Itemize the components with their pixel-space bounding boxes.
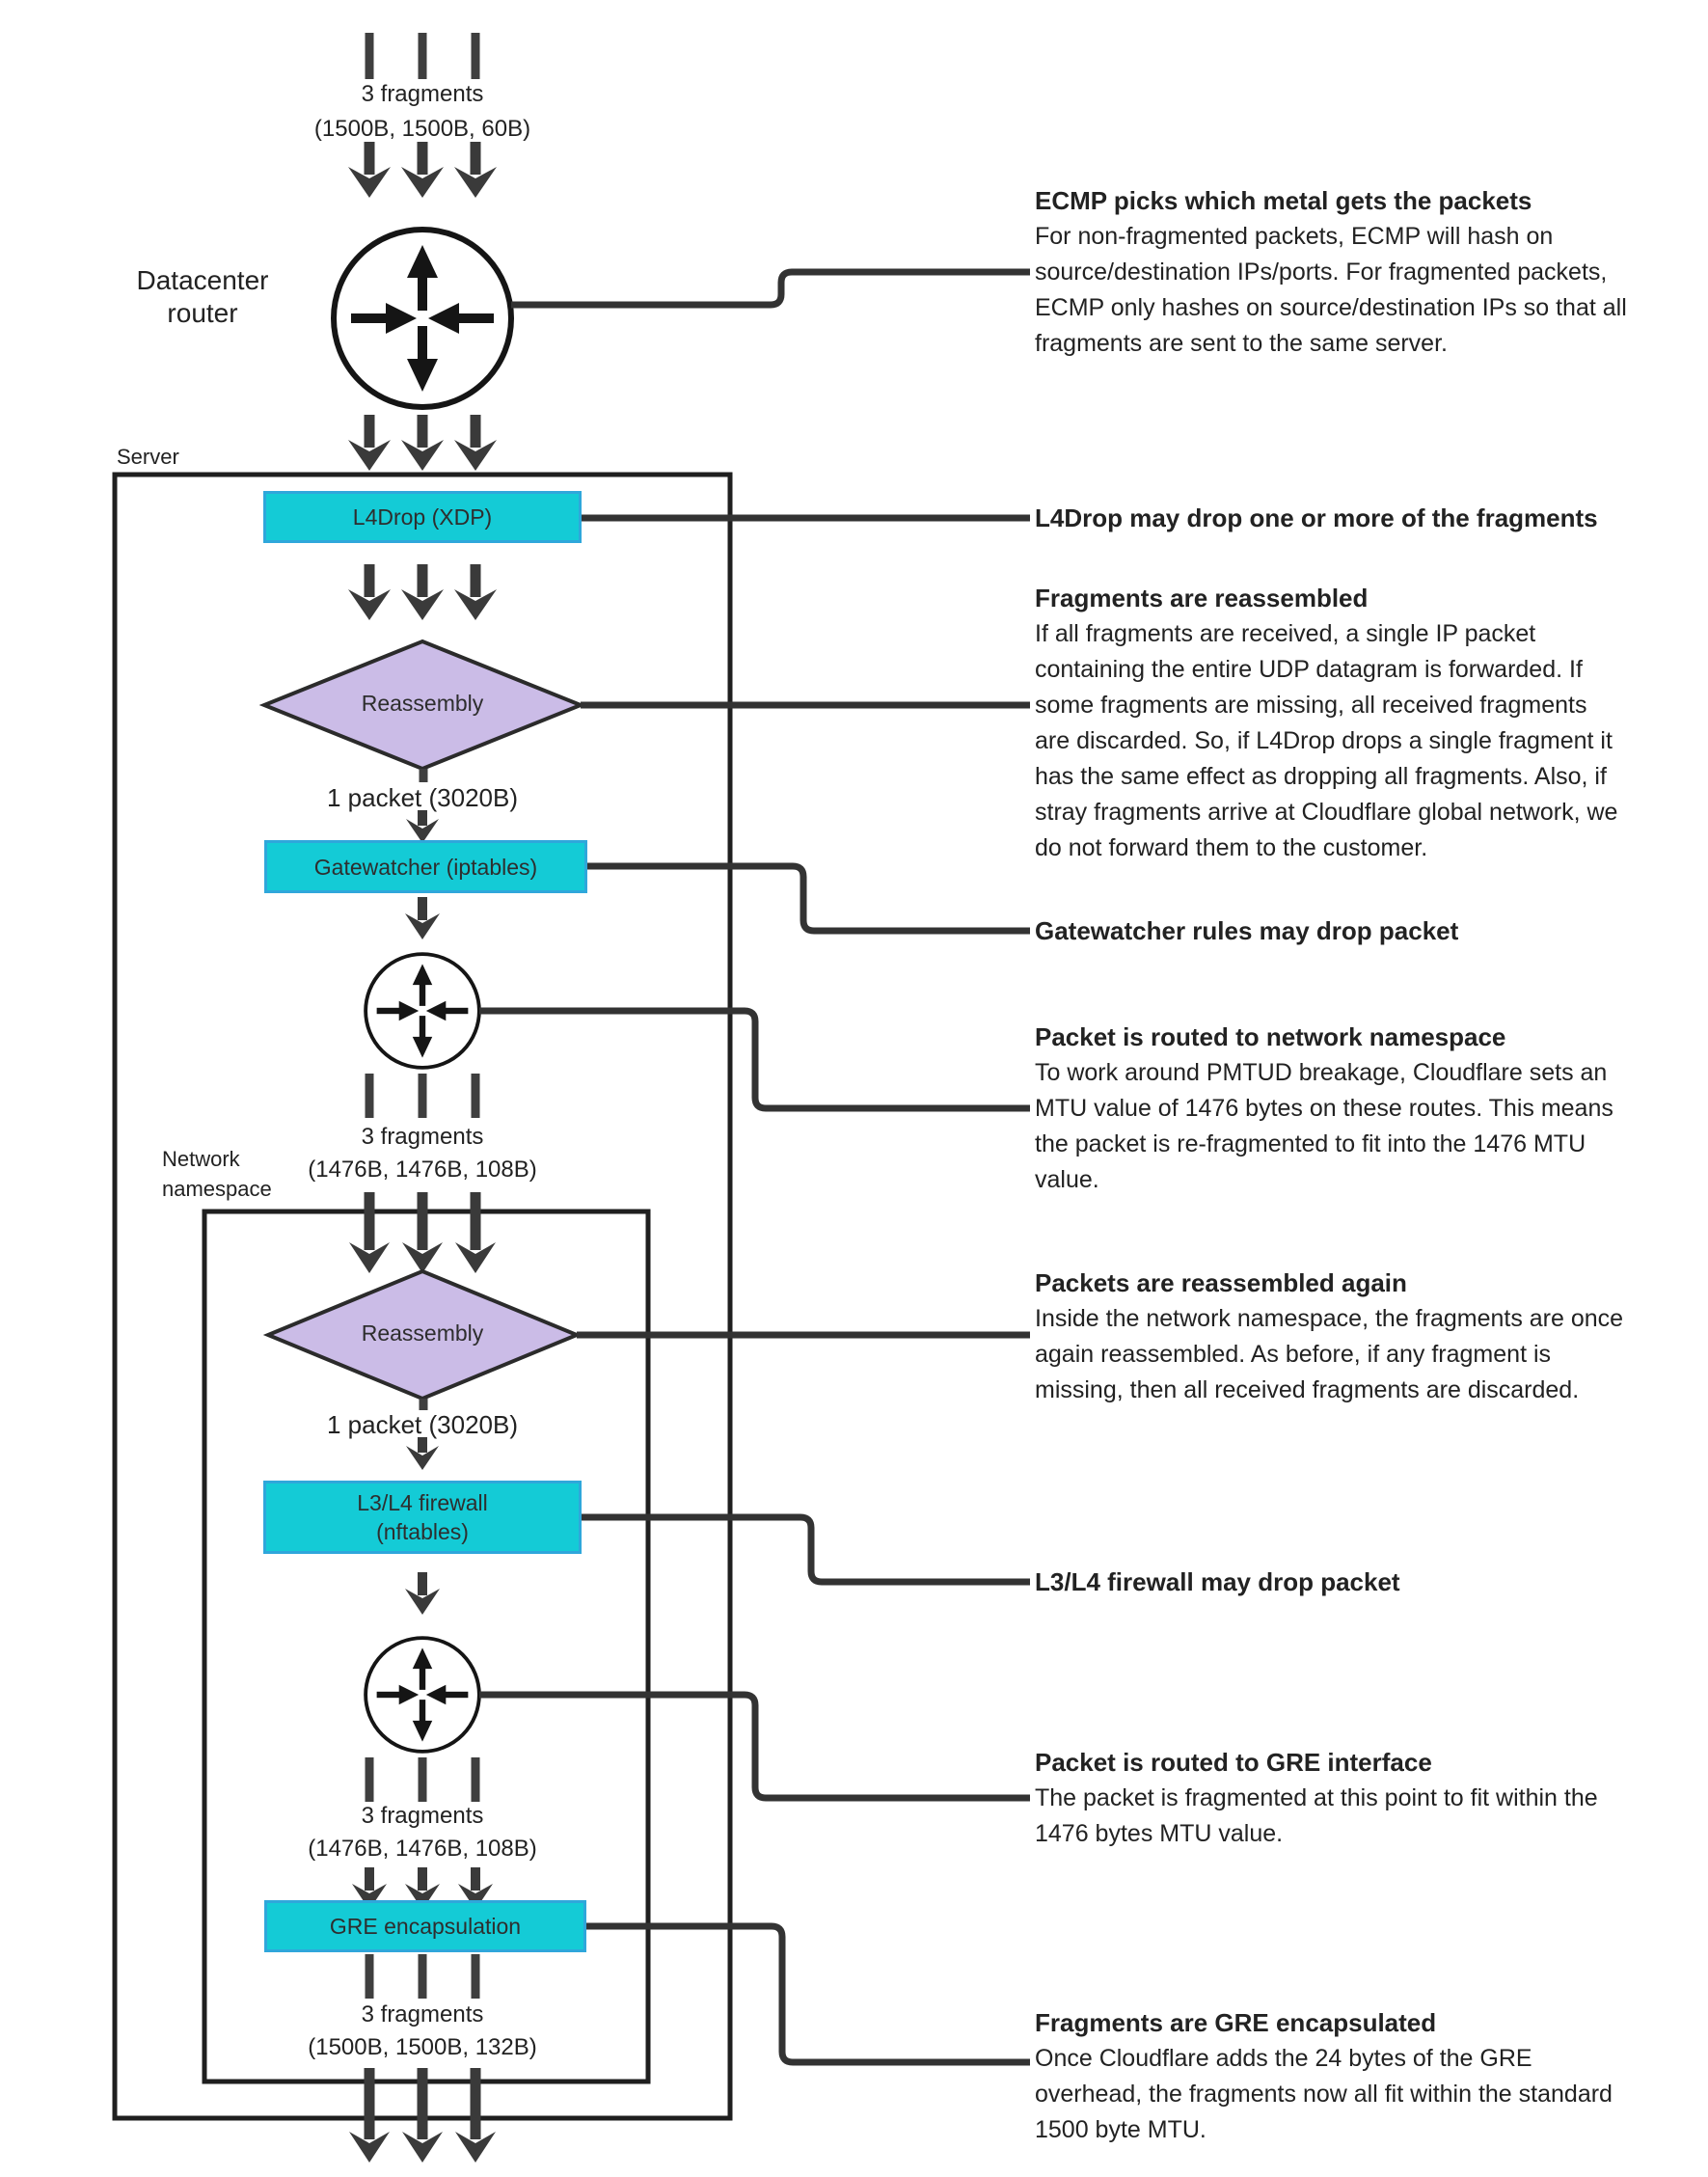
diamond-stub [420,1399,428,1410]
down-arrow [348,142,391,198]
top-fragments-label: 3 fragments [361,81,484,107]
down-arrow [401,142,444,198]
down-arrow [454,564,497,620]
route-icon [366,954,479,1068]
annotation-ecmp: ECMP picks which metal gets the packets For non-fragmented packets, ECMP will hash on source/destination IPs/ports. For fragmented packets, ECMP only hashes on source/destination IPs so that all fragments are sent to the same server. [1035,186,1627,357]
annotation-gre-interface: Packet is routed to GRE interface The packet is fragmented at this point to fit within the 1476 bytes MTU value. [1035,1748,1598,1847]
fragment-bar [419,1074,427,1118]
annotation-l4drop: L4Drop may drop one or more of the fragments [1035,503,1598,532]
reassembly-2-label: Reassembly [361,1320,484,1346]
connector-ecmp [511,272,1030,305]
annotation-gatewatcher: Gatewatcher rules may drop packet [1035,916,1459,945]
fragment-bar [472,1757,480,1802]
gre-in-fragments-sizes: (1476B, 1476B, 108B) [308,1836,537,1862]
annotation-reassembled-again: Packets are reassembled again Inside the network namespace, the fragments are once again reassembled. As before, if any fragment is missing, then all received fragments are discarded. [1035,1268,1624,1403]
down-arrow [401,415,444,471]
packet-1-label: 1 packet (3020B) [326,783,519,812]
server-label: Server [117,445,179,469]
route-icon [366,1638,479,1752]
network-namespace-label: Network namespace [162,1147,272,1201]
down-arrow [406,810,439,843]
diamond-stub [420,769,428,782]
down-arrow [406,1437,439,1470]
mid-fragments-sizes: (1476B, 1476B, 108B) [308,1157,537,1183]
connector-gatewatcher [587,866,1030,931]
connector-route-namespace [479,1011,1030,1108]
fragment-bar [366,33,374,79]
down-arrow [402,1192,443,1273]
top-fragments-sizes: (1500B, 1500B, 60B) [313,116,531,142]
l3l4-firewall-box: L3/L4 firewall (nftables) [263,1481,582,1554]
annotation-reassembled: Fragments are reassembled If all fragments are received, a single IP packet containing the entire UDP datagram is forwarded. If some fragments are missing, all received fragments are discarded. So, if L4Drop drops a single fragment it has the same effect as dropping all fragments. Also, if stray fragments arrive at Cloudflare global network, we do not forward them to the customer. [1035,584,1618,861]
mid-fragments-label: 3 fragments [361,1124,484,1150]
reassembly-1-label: Reassembly [361,691,484,716]
annotation-l3l4: L3/L4 firewall may drop packet [1035,1567,1400,1596]
down-arrow [401,564,444,620]
fragment-bar [419,33,427,79]
bottom-fragments-label: 3 fragments [361,2001,484,2027]
down-arrow [348,415,391,471]
gre-in-fragments-label: 3 fragments [361,1803,484,1829]
down-arrow [405,897,440,939]
annotation-gre-encapsulated: Fragments are GRE encapsulated Once Cloudflare adds the 24 bytes of the GRE overhead, the fragments now all fit within the standard 1500 byte MTU. [1035,2008,1613,2143]
packet-2-label: 1 packet (3020B) [326,1410,519,1439]
l4drop-box: L4Drop (XDP) [263,491,582,543]
datacenter-router-icon [334,230,511,407]
fragment-bar [366,1074,374,1118]
gre-encapsulation-box: GRE encapsulation [264,1900,586,1952]
down-arrow [455,1192,496,1273]
down-arrow [454,415,497,471]
fragment-bar [472,1074,480,1118]
fragment-bar [366,1954,374,1999]
down-arrow [349,1192,390,1273]
fragment-bar [366,1757,374,1802]
fragment-bar [419,1757,427,1802]
gatewatcher-box: Gatewatcher (iptables) [264,840,587,893]
down-arrow [405,1572,440,1615]
fragment-bar [419,1954,427,1999]
fragment-bar [472,1954,480,1999]
annotation-routed-namespace: Packet is routed to network namespace To work around PMTUD breakage, Cloudflare sets an MTU value of 1476 bytes on these routes. This means the packet is re-fragmented to fit into the 1476 MTU value. [1035,1022,1613,1193]
connector-route-gre [479,1695,1030,1798]
fragment-bar [472,33,480,79]
datacenter-router-label: Datacenter router [136,265,269,328]
connector-gre [586,1926,1030,2062]
bottom-fragments-sizes: (1500B, 1500B, 132B) [308,2034,537,2060]
down-arrow [454,142,497,198]
down-arrow [348,564,391,620]
